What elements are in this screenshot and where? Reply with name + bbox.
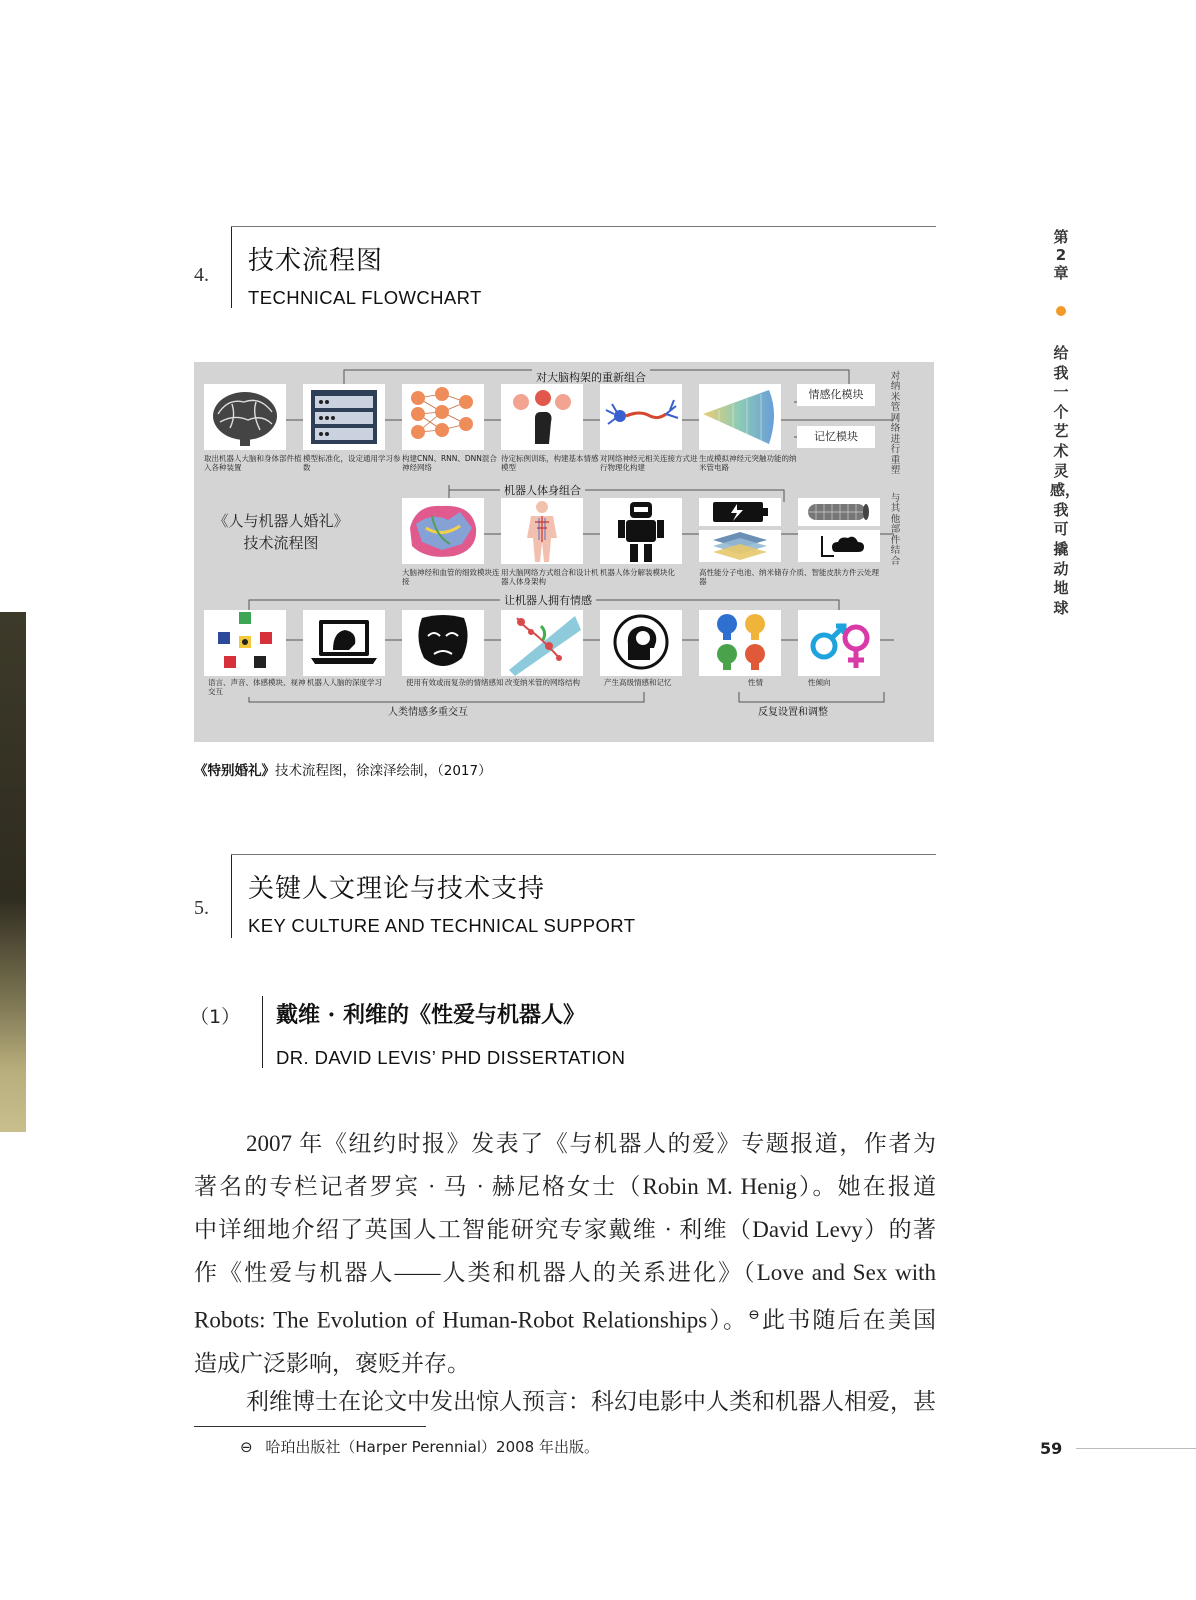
band-repeat-adjust: 反复设置和调整 bbox=[754, 703, 832, 718]
footnote-ref: ⊖ bbox=[748, 1308, 760, 1323]
cloud-icon bbox=[798, 530, 880, 562]
tile-model-standard bbox=[303, 384, 385, 450]
subsection-1-vertical-rule bbox=[262, 996, 263, 1068]
p1-line-3: 中详细地介绍了英国人工智能研究专家戴维 · 利维（David Levy）的著 bbox=[194, 1217, 936, 1242]
chapter-dot bbox=[1056, 306, 1066, 316]
tile-neural-network bbox=[402, 384, 484, 450]
section-5-number: 5. bbox=[194, 897, 209, 919]
brain-icon bbox=[204, 384, 286, 450]
caption-r1-4: 待定标例训练，构建基本情感模型 bbox=[501, 454, 599, 472]
caption-r3-6: 性情 bbox=[748, 678, 763, 687]
head-brain-icon bbox=[600, 610, 682, 676]
tile-emotion-perception bbox=[402, 610, 484, 676]
body-paragraph-1 bbox=[194, 1122, 936, 1385]
tile-orientation bbox=[798, 610, 880, 676]
band-robot-body: 机器人体身组合 bbox=[500, 482, 585, 498]
page-number-rule bbox=[1076, 1448, 1196, 1449]
tile-battery bbox=[699, 498, 781, 526]
p1-line-2: 著名的专栏记者罗宾 · 马 · 赫尼格女士（Robin M. Henig）。她在报道 bbox=[194, 1174, 936, 1199]
caption-r3-7: 性倾向 bbox=[808, 678, 831, 687]
section-4-vertical-rule bbox=[231, 226, 232, 308]
caption-r2-4: 高性能分子电池、纳米储存介质、智能皮肤方件云处理器 bbox=[699, 568, 879, 586]
caption-r1-5: 对网络神经元相关连接方式进行物理化构建 bbox=[600, 454, 698, 472]
caption-r2-1: 大脑神经和血管的细致模块连接 bbox=[402, 568, 500, 586]
flowchart-title-line2: 技术流程图 bbox=[243, 534, 319, 552]
tile-deep-learning bbox=[303, 610, 385, 676]
chapter-subtitle: 给我一个艺术灵感，我可撬动地球 bbox=[1050, 344, 1081, 617]
tile-body-architecture bbox=[501, 498, 583, 564]
cylinder-mesh-icon bbox=[798, 498, 880, 526]
right-vertical-reshape: 对纳米管网络进行重塑 bbox=[890, 371, 901, 476]
caption-r1-2: 模型标准化，设定通用学习参数 bbox=[303, 454, 401, 472]
subsection-1-title: 戴维 · 利维的《性爱与机器人》 bbox=[276, 1002, 585, 1028]
section-5-title: 关键人文理论与技术支持 bbox=[248, 874, 546, 904]
edge-photo-strip bbox=[0, 612, 26, 1132]
layers-icon bbox=[699, 530, 781, 562]
band-robot-emotion: 让机器人拥有情感 bbox=[500, 592, 596, 608]
laptop-brain-icon bbox=[303, 610, 385, 676]
tile-brain-vessels bbox=[402, 498, 484, 564]
subsection-1-title-en: DR. DAVID LEVIS’ PHD DISSERTATION bbox=[276, 1047, 626, 1068]
footnote-text: 哈珀出版社（Harper Perennial）2008 年出版。 bbox=[265, 1438, 599, 1456]
human-body-icon bbox=[501, 498, 583, 564]
p2-line-1: 利维博士在论文中发出惊人预言：科幻电影中人类和机器人相爱，甚 bbox=[246, 1389, 936, 1414]
emotion-faces-icon bbox=[501, 384, 583, 450]
robot-icon bbox=[600, 498, 682, 564]
technical-flowchart bbox=[194, 362, 934, 742]
caption-r3-1: 语言、声音、体感模块、视神交互 bbox=[208, 678, 306, 696]
band-brain-architecture: 对大脑构架的重新组合 bbox=[532, 369, 650, 385]
section-4-top-rule bbox=[231, 226, 936, 227]
tile-brain-scan bbox=[204, 384, 286, 450]
figure-caption-rest: 技术流程图，徐滦泽绘制，（2017） bbox=[275, 763, 492, 779]
caption-r3-5: 产生高级情感和记忆 bbox=[604, 678, 672, 687]
panel-grid-icon bbox=[303, 384, 385, 450]
nanotube-icon bbox=[699, 384, 781, 450]
p1-line-5-tail: 此书随后在美国 bbox=[759, 1307, 936, 1333]
footnote bbox=[240, 1436, 599, 1457]
section-5-top-rule bbox=[231, 854, 936, 855]
caption-r1-3: 构建CNN、RNN、DNN混合神经网络 bbox=[402, 454, 497, 472]
tile-robot-module bbox=[600, 498, 682, 564]
colored-heads-icon bbox=[699, 610, 781, 676]
page-number: 59 bbox=[1040, 1439, 1063, 1458]
molecule-network-icon bbox=[501, 610, 583, 676]
p1-line-6: 造成广泛影响，褒贬并存。 bbox=[194, 1350, 470, 1376]
tile-neuron-connection bbox=[600, 384, 682, 450]
footnote-mark: ⊖ bbox=[240, 1438, 253, 1456]
neural-network-icon bbox=[402, 384, 484, 450]
flowchart-title-line1: 《人与机器人婚礼》 bbox=[213, 512, 349, 530]
tile-emotion-training bbox=[501, 384, 583, 450]
section-4-number: 4. bbox=[194, 264, 209, 286]
p1-line-1: 2007 年《纽约时报》发表了《与机器人的爱》专题报道，作者为 bbox=[246, 1131, 936, 1156]
caption-r3-4: 改变纳米管的网络结构 bbox=[505, 678, 580, 687]
section-4-title: 技术流程图 bbox=[248, 246, 384, 276]
band-emotion-interaction: 人类情感多重交互 bbox=[384, 703, 472, 718]
body-paragraph-2 bbox=[194, 1380, 936, 1423]
tile-nanotube-storage bbox=[798, 498, 880, 526]
caption-r3-3: 使用有效或而复杂的情绪感知 bbox=[406, 678, 504, 687]
tile-advanced-emotion bbox=[600, 610, 682, 676]
p1-line-4: 作《性爱与机器人——人类和机器人的关系进化》（Love and Sex with bbox=[194, 1260, 936, 1285]
section-5-title-en: KEY CULTURE AND TECHNICAL SUPPORT bbox=[248, 915, 636, 936]
tile-cloud-processor bbox=[798, 530, 880, 562]
brain-map-icon bbox=[402, 498, 484, 564]
tile-nanotube-network bbox=[501, 610, 583, 676]
caption-r3-2: 机器人人脑的深度学习 bbox=[307, 678, 382, 687]
p1-line-5: Robots: The Evolution of Human-Robot Relationships）。 bbox=[194, 1307, 749, 1333]
subsection-1-number: （1） bbox=[190, 1006, 241, 1028]
section-5-vertical-rule bbox=[231, 854, 232, 938]
figure-caption bbox=[194, 759, 492, 779]
tile-senses bbox=[204, 610, 286, 676]
box-memory-module: 记忆模块 bbox=[797, 426, 875, 448]
neuron-icon bbox=[600, 384, 682, 450]
footnote-rule bbox=[194, 1426, 426, 1427]
tile-layers bbox=[699, 530, 781, 562]
box-emotion-module: 情感化模块 bbox=[797, 384, 875, 406]
caption-r1-6: 生成模拟神经元突触功能的纳米管电路 bbox=[699, 454, 797, 472]
caption-r2-2: 用大脑网络方式组合和设计机器人体身架构 bbox=[501, 568, 599, 586]
section-4-title-en: TECHNICAL FLOWCHART bbox=[248, 287, 482, 308]
chapter-label: 第2章 bbox=[1053, 228, 1069, 282]
tile-temperament bbox=[699, 610, 781, 676]
tile-nanotube bbox=[699, 384, 781, 450]
caption-r1-1: 取出机器人大脑和身体部件植入各种装置 bbox=[204, 454, 302, 472]
gender-symbols-icon bbox=[798, 610, 880, 676]
right-vertical-combine: 与其他部件结合 bbox=[890, 493, 901, 567]
figure-caption-bold: 《特别婚礼》 bbox=[194, 763, 275, 779]
senses-icons bbox=[204, 610, 286, 676]
caption-r2-3: 机器人体分解装模块化 bbox=[600, 568, 675, 577]
mask-face-icon bbox=[402, 610, 484, 676]
battery-icon bbox=[699, 498, 781, 526]
